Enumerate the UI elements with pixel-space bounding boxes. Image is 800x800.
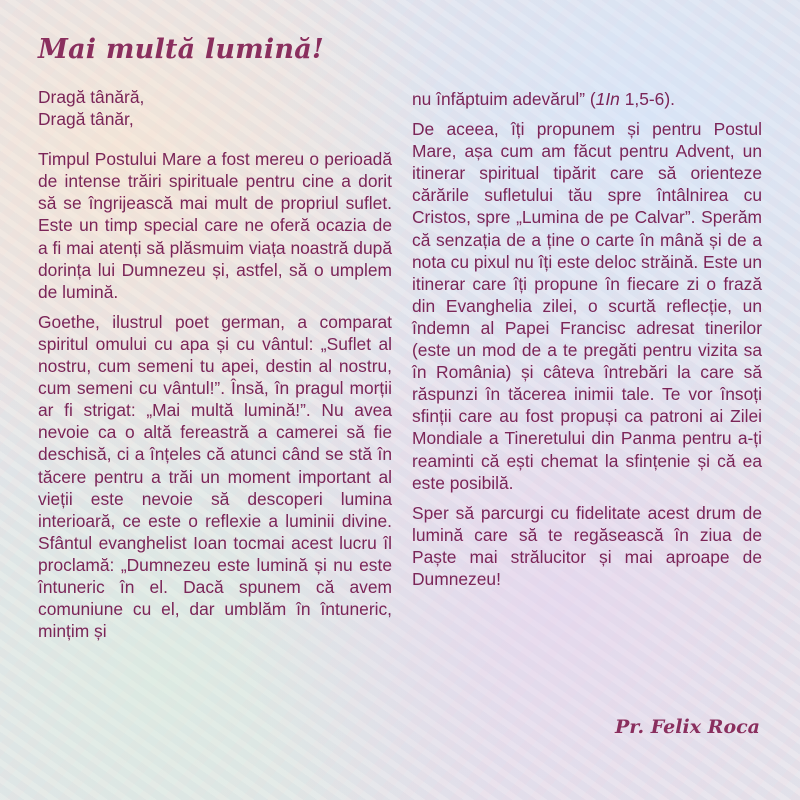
greeting-line-2: Dragă tânăr,	[38, 109, 134, 130]
paragraph-itinerary: De aceea, îți propunem și pentru Postul Mare, așa cum am făcut pentru Advent, un itinerar spiritual tipărit care să orienteze cărările sufletului tău spre întâlnirea cu Cristos, spre „Lumina de pe Calvar”. Sperăm că senzația de a ține o carte în mână și de a nota cu pixul nu îți este deloc străină. Este un itinerar care îți propune în fiecare zi o frază din Evanghelia zilei, o scurtă reflecție, un îndemn al Papei Francisc adresat tinerilor (este un mod de a te pregăti pentru vizita sa în România) și câteva întrebări la care să răspunzi în tăcerea inimii tale. Te vor însoți sfinții care au fost propuși ca patroni ai Zilei Mondiale a Tineretului din Panma pentru a-ți reaminti că ești chemat la sfințenie și că ea este posibilă.	[412, 119, 762, 493]
greeting-line-1: Dragă tânără,	[38, 87, 145, 107]
page-title: Mai multă lumină!	[38, 34, 324, 65]
paragraph-lent-intro: Timpul Postului Mare a fost mereu o perioadă de intense trăiri spirituale pentru cine a dorit să se îngrijească mai mult de propriul suflet. Este un timp special care ne oferă ocazia de a fi mai atenți să plăsmuim viața noastră după dorința lui Dumnezeu și, astfel, să o umplem de lumină.	[38, 149, 392, 302]
paragraph-goethe: Goethe, ilustrul poet german, a comparat spiritul omului cu apa și cu vântul: „Suflet al nostru, cum semeni tu apei, destin al nostru, cum semeni cu vântul!”. Însă, în pragul morții ar fi strigat: „Mai multă lumină!”. Nu avea nevoie ca o altă fereastră a camerei să fie deschisă, ci a înțeles că atunci când se stă în tăcere pentru a trăi un moment important al vieții este nevoie să descoperi lumina interioară, ce este o reflexie a luminii divine. Sfântul evanghelist Ioan tocmai acest lucru îl proclamă: „Dumnezeu este lumină și nu este întuneric în el. Dacă spunem că avem comuniune cu el, dar umblăm în întuneric, mințim și	[38, 311, 392, 642]
paragraph-continuation	[412, 88, 762, 110]
left-column	[38, 86, 392, 650]
bible-reference-verse: 1,5-6).	[619, 89, 675, 109]
greeting	[38, 86, 392, 130]
continuation-text: nu înfăptuim adevărul” (	[412, 89, 596, 109]
bible-reference-book: 1In	[595, 89, 620, 109]
right-column	[412, 88, 762, 598]
paragraph-closing: Sper să parcurgi cu fidelitate acest drum de lumină care să te regăsească în ziua de Paște mai strălucitor și mai aproape de Dumnezeu!	[412, 502, 762, 589]
signature: Pr. Felix Roca	[614, 716, 760, 738]
